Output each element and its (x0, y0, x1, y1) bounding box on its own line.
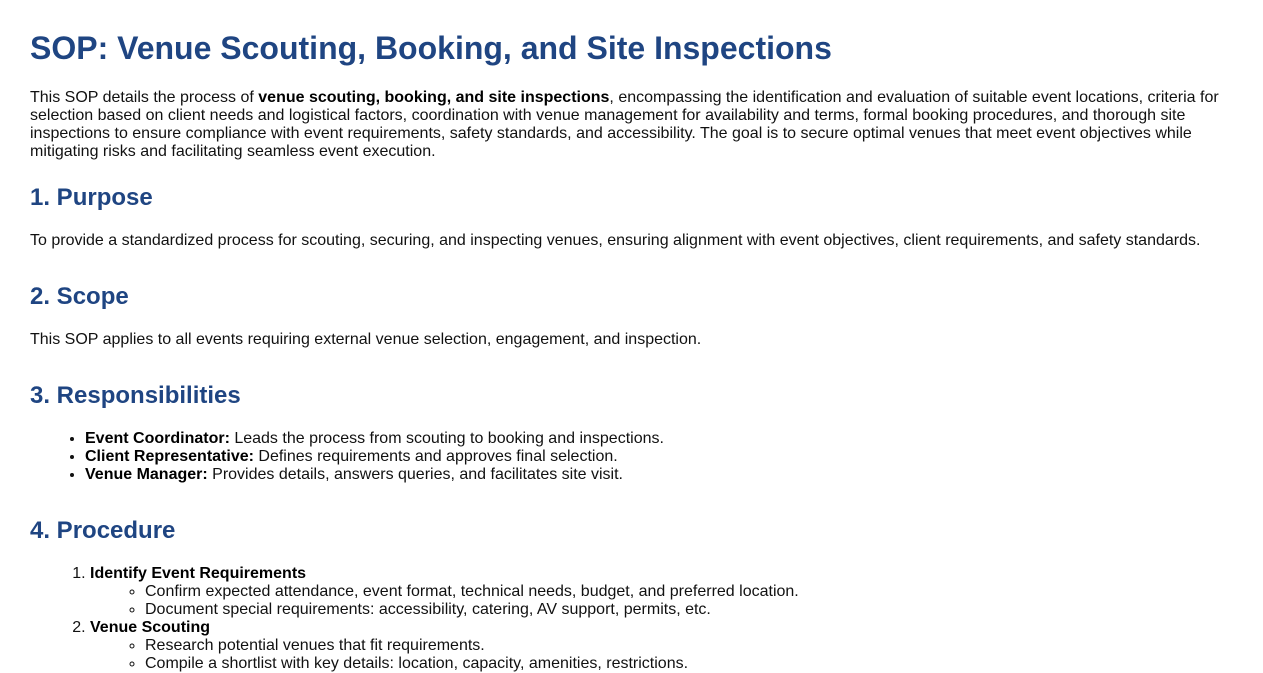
list-item: ◦ Compile a shortlist with key details: location, capacity, amenities, restrictions. (145, 655, 1233, 673)
responsibilities-heading: 3. Responsibilities (30, 382, 241, 409)
step-items (90, 583, 1233, 619)
list-item: ◦ Confirm expected attendance, event format, technical needs, budget, and preferred location. (145, 583, 1233, 601)
intro-paragraph (30, 89, 1233, 161)
scope-heading: 2. Scope (30, 283, 129, 310)
role-description: Defines requirements and approves final selection. (253, 448, 618, 465)
step-title: Venue Scouting (90, 619, 211, 636)
procedure-step (90, 565, 1233, 619)
list-item (85, 466, 1233, 484)
step-title: Identify Event Requirements (90, 565, 307, 582)
list-item: ◦ Research potential venues that fit requirements. (145, 637, 1233, 655)
procedure-list (30, 565, 1233, 673)
intro-prefix: This SOP details the process of (30, 89, 259, 106)
responsibilities-list (30, 430, 1233, 484)
page-title: SOP: Venue Scouting, Booking, and Site Inspections (30, 30, 832, 66)
list-item (85, 430, 1233, 448)
role-description: Leads the process from scouting to booking and inspections. (229, 430, 664, 447)
purpose-text: To provide a standardized process for scouting, securing, and inspecting venues, ensuring alignment with event objectives, client requirements, and safety standards. (30, 232, 1201, 249)
list-item: ◦ Document special requirements: accessibility, catering, AV support, permits, etc. (145, 601, 1233, 619)
intro-suffix: , encompassing the identification and evaluation of suitable event locations, criteria for selection based on client needs and logistical factors, coordination with venue management for availability and terms, formal booking procedures, and thorough site inspections to ensure compliance with event requirements, safety standards, and accessibility. The goal is to secure optimal venues that meet event objectives while mitigating risks and facilitating seamless event execution. (30, 89, 1219, 160)
role-label: Venue Manager: (85, 466, 208, 483)
role-label: Event Coordinator: (85, 430, 230, 447)
step-items (90, 637, 1233, 673)
purpose-heading: 1. Purpose (30, 184, 153, 211)
procedure-step (90, 619, 1233, 673)
list-item (85, 448, 1233, 466)
scope-text: This SOP applies to all events requiring external venue selection, engagement, and inspection. (30, 331, 702, 348)
role-label: Client Representative: (85, 448, 254, 465)
procedure-heading: 4. Procedure (30, 517, 176, 544)
role-description: Provides details, answers queries, and facilitates site visit. (207, 466, 623, 483)
intro-bold: venue scouting, booking, and site inspections (258, 89, 610, 106)
